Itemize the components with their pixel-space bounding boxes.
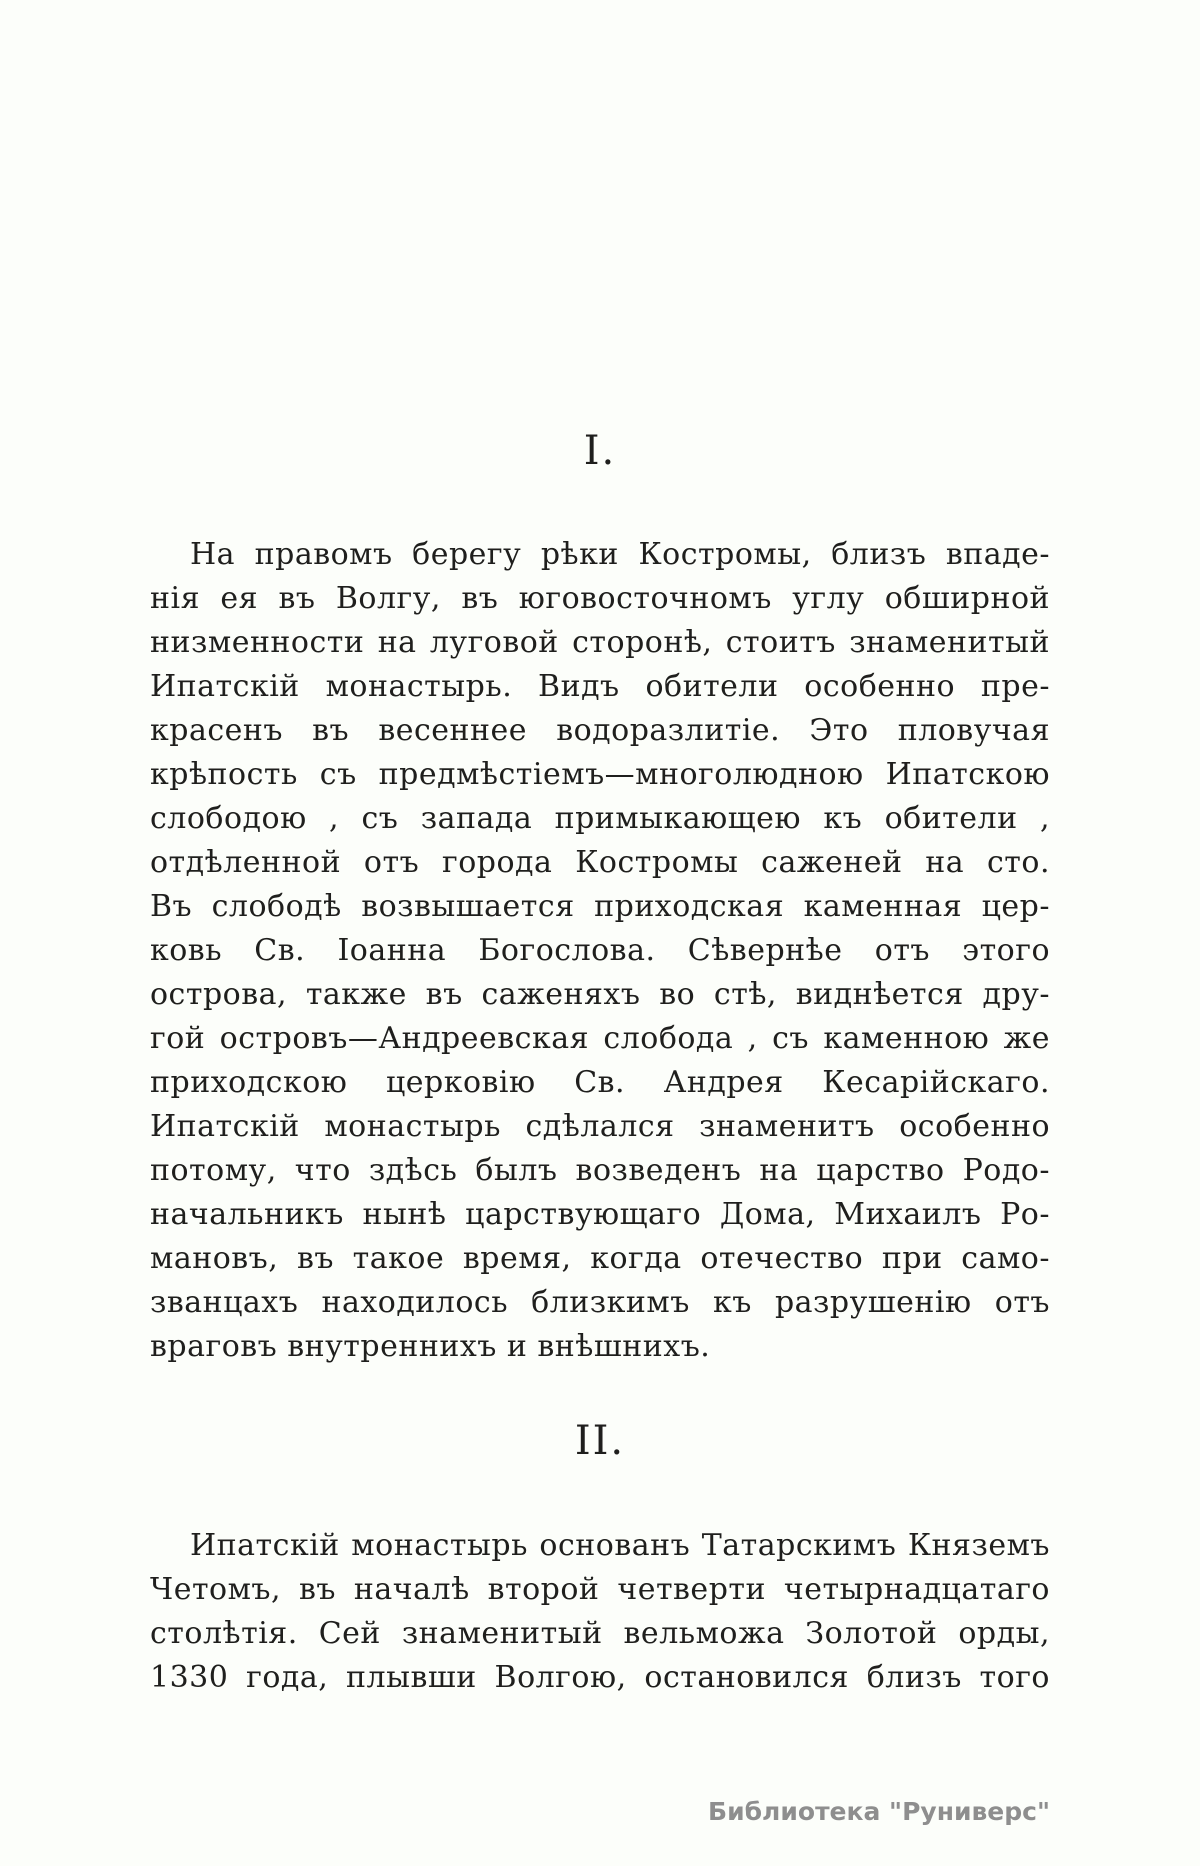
text-line: начальникъ нынѣ царствующаго Дома, Михаилъ Ро- xyxy=(150,1197,1050,1232)
text-line: приходскою церковію Св. Андрея Кесарійскаго. xyxy=(150,1065,1050,1100)
section-1-paragraph xyxy=(150,533,1050,1369)
text-line: Въ слободѣ возвышается приходская каменная цер- xyxy=(150,889,1050,924)
text-line: острова, также въ саженяхъ во стѣ, виднѣется дру- xyxy=(150,977,1050,1012)
text-line: гой островъ—Андреевская слобода , съ каменною же xyxy=(150,1021,1050,1056)
text-line: столѣтія. Сей знаменитый вельможа Золотой орды, xyxy=(150,1616,1050,1651)
runivers-library-watermark: Библиотека "Руниверс" xyxy=(708,1797,1050,1826)
text-line: На правомъ берегу рѣки Костромы, близъ впаде- xyxy=(190,537,1050,572)
text-line: отдѣленной отъ города Костромы саженей на сто. xyxy=(150,845,1050,880)
section-2-heading: II. xyxy=(574,1418,626,1464)
section-1-heading: I. xyxy=(583,428,617,474)
text-line: званцахъ находилось близкимъ къ разрушенію отъ xyxy=(150,1285,1050,1320)
text-line: враговъ внутреннихъ и внѣшнихъ. xyxy=(150,1329,711,1364)
text-line: красенъ въ весеннее водоразлитіе. Это пловучая xyxy=(150,713,1050,748)
section-2-paragraph xyxy=(150,1524,1050,1700)
text-line: слободою , съ запада примыкающею къ обители , xyxy=(150,801,1050,836)
text-line: Ипатскій монастырь основанъ Татарскимъ Княземъ xyxy=(190,1528,1050,1563)
text-line: Ипатскій монастырь. Видъ обители особенно пре- xyxy=(150,669,1050,704)
text-line: нія ея въ Волгу, въ юговосточномъ углу обширной xyxy=(150,581,1050,616)
text-line: Четомъ, въ началѣ второй четверти четырнадцатаго xyxy=(150,1572,1050,1607)
text-line: потому, что здѣсь былъ возведенъ на царство Родо- xyxy=(150,1153,1050,1188)
text-line: крѣпость съ предмѣстіемъ—многолюдною Ипатскою xyxy=(150,757,1050,792)
text-line: ковь Св. Іоанна Богослова. Сѣвернѣе отъ этого xyxy=(150,933,1050,968)
text-line: 1330 года, плывши Волгою, остановился близъ того xyxy=(150,1660,1050,1695)
text-line: низменности на луговой сторонѣ, стоитъ знаменитый xyxy=(150,625,1050,660)
text-line: Ипатскій монастырь сдѣлался знаменитъ особенно xyxy=(150,1109,1050,1144)
text-line: мановъ, въ такое время, когда отечество при само- xyxy=(150,1241,1050,1276)
